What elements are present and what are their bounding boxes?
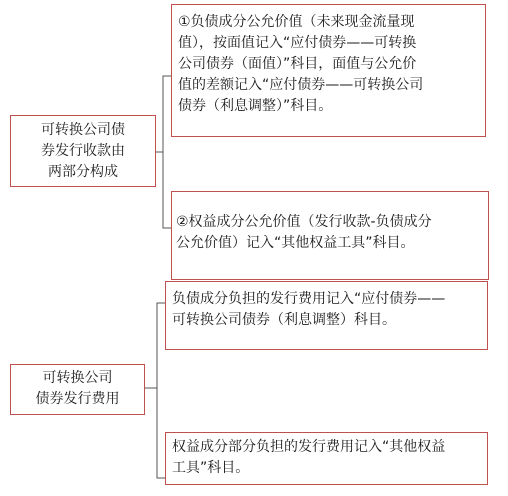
branch-equity-issue-costs-line-2: 工具”科目。 <box>172 460 250 476</box>
root-node-issue-proceeds-line-2: 券发行收款由 <box>41 143 125 159</box>
branch-equity-fair-value-line-2: 公允价值）记入“其他权益工具”科目。 <box>176 235 415 251</box>
branch-equity-fair-value-line-1: ②权益成分公允价值（发行收款-负债成分 <box>176 214 432 230</box>
branch-liability-fair-value <box>171 4 486 137</box>
branch-liability-issue-costs-line-2: 可转换公司债券（利息调整）科目。 <box>172 312 396 328</box>
bracket-group-2 <box>157 303 165 478</box>
branch-liability-issue-costs-line-1: 负债成分负担的发行费用记入“应付债券—— <box>172 291 446 307</box>
root-node-issue-costs-line-1: 可转换公司 <box>42 370 113 386</box>
branch-equity-issue-costs <box>165 432 488 485</box>
root-node-issue-proceeds-line-1: 可转换公司债 <box>41 122 125 138</box>
branch-liability-fair-value-line-2: 值），按面值记入“应付债券——可转换 <box>178 35 417 51</box>
clipped-text-fragment <box>40 489 44 496</box>
branch-liability-fair-value-line-3: 公司债券（面值）”科目，面值与公允价 <box>178 56 417 72</box>
root-node-issue-costs-line-2: 债券发行费用 <box>35 391 120 407</box>
branch-liability-fair-value-line-1: ①负债成分公允价值（未来现金流量现 <box>178 14 415 30</box>
branch-liability-fair-value-line-4: 值的差额记入“应付债券——可转换公司 <box>178 77 424 93</box>
branch-liability-fair-value-line-5: 债券（利息调整）”科目。 <box>178 98 333 114</box>
branch-liability-issue-costs <box>165 281 488 350</box>
root-node-issue-proceeds <box>10 115 156 187</box>
root-node-issue-costs <box>10 364 145 415</box>
root-node-issue-proceeds-line-3: 两部分构成 <box>48 164 118 180</box>
branch-equity-issue-costs-line-1: 权益成分部分负担的发行费用记入“其他权益 <box>172 439 446 455</box>
branch-equity-fair-value <box>171 191 489 280</box>
bracket-group-1 <box>163 76 171 228</box>
